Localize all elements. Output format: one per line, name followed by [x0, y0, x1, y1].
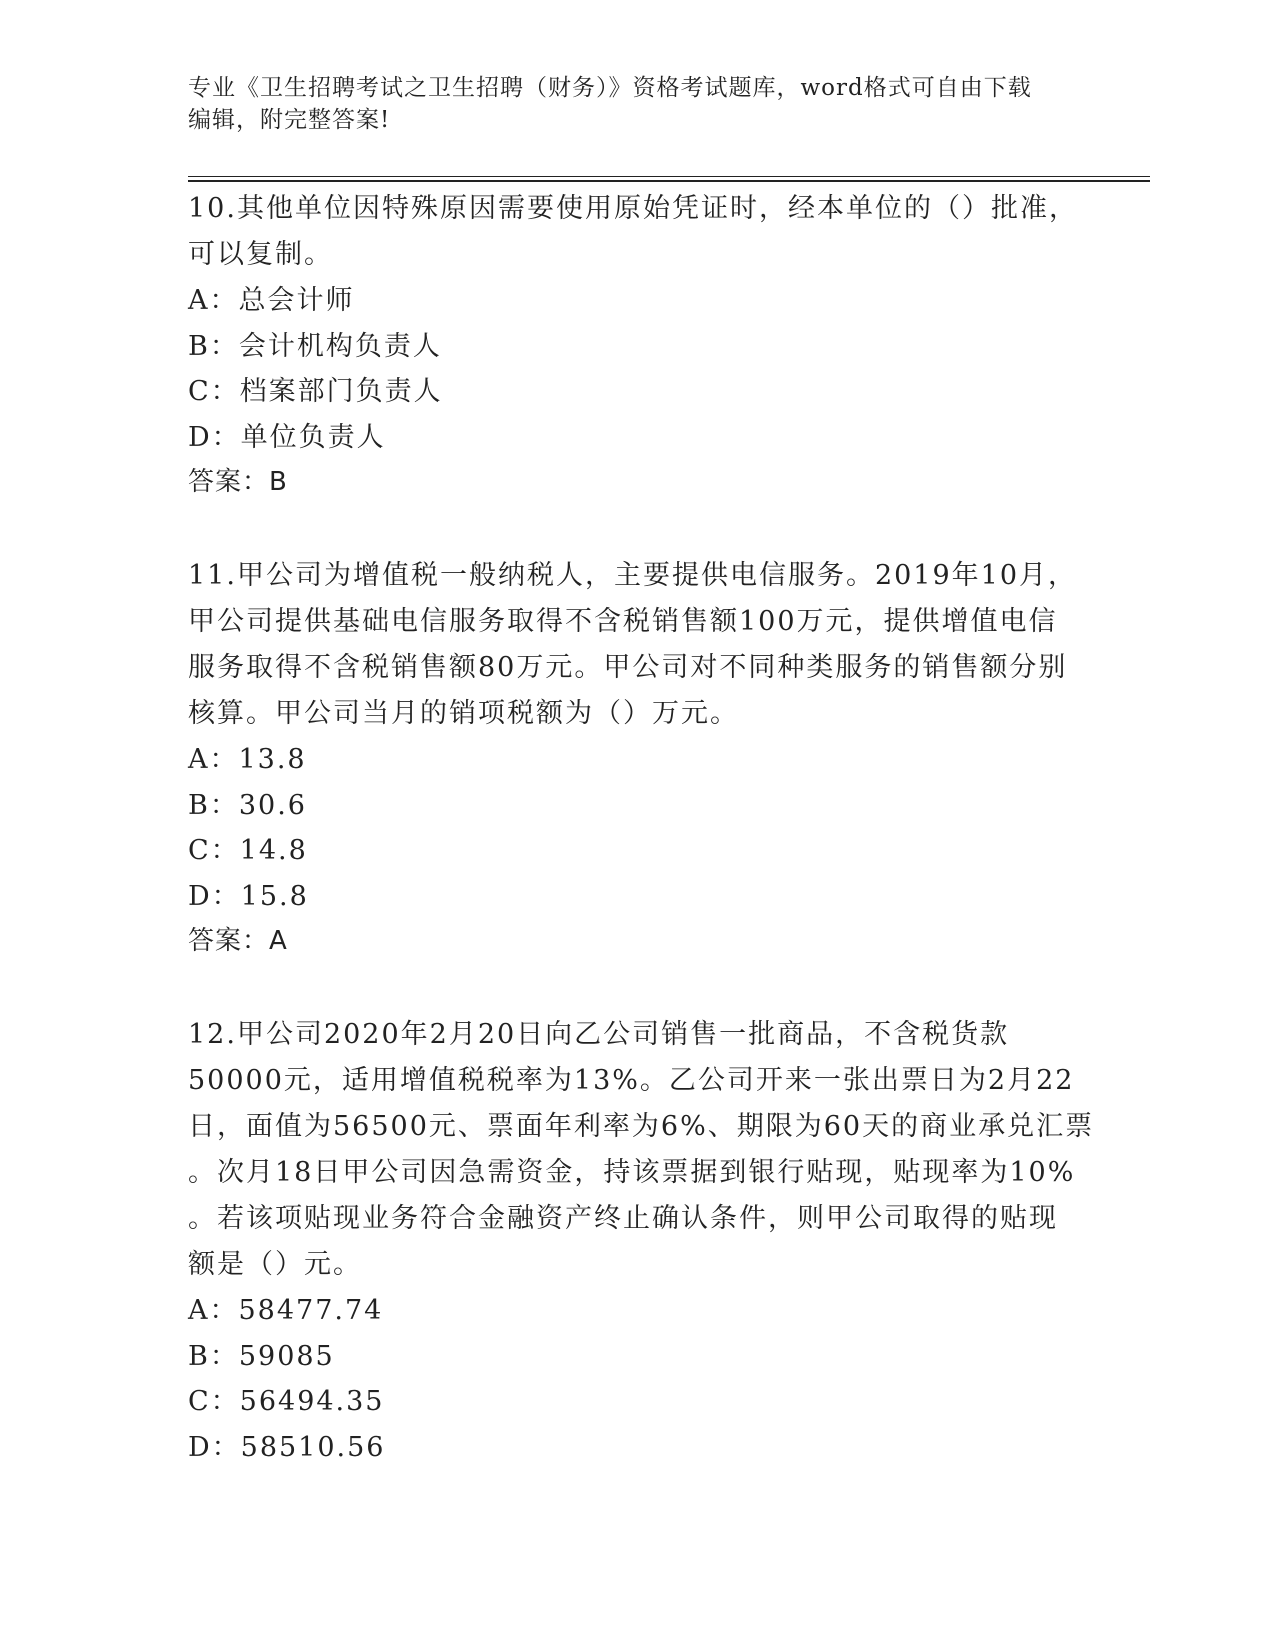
- question-11: [188, 553, 1088, 964]
- option-a: A：58477.74: [188, 1295, 384, 1326]
- answer-label: 答案：A: [188, 926, 288, 956]
- question-text: 。次月18日甲公司因急需资金，持该票据到银行贴现，贴现率为10%: [188, 1157, 1076, 1188]
- option-d: D：15.8: [188, 880, 309, 912]
- question-text: 。若该项贴现业务符合金融资产终止确认条件，则甲公司取得的贴现: [188, 1203, 1058, 1234]
- option-d: D：单位负责人: [188, 421, 386, 453]
- option-b: B：会计机构负责人: [188, 330, 442, 362]
- option-a: A：总会计师: [188, 285, 355, 316]
- question-text: 12.甲公司2020年2月20日向乙公司销售一批商品，不含税货款: [188, 1019, 1010, 1050]
- option-c: C：56494.35: [188, 1386, 385, 1417]
- option-d: D：58510.56: [188, 1431, 386, 1463]
- option-c: C：档案部门负责人: [188, 376, 443, 407]
- option-a: A：13.8: [188, 744, 307, 775]
- question-text: 甲公司提供基础电信服务取得不含税销售额100万元，提供增值电信: [188, 606, 1058, 637]
- question-text: 服务取得不含税销售额80万元。甲公司对不同种类服务的销售额分别: [188, 652, 1068, 683]
- question-text: 可以复制。: [188, 239, 333, 270]
- option-c: C：14.8: [188, 835, 308, 866]
- question-12: [188, 1012, 1095, 1470]
- question-text: 核算。甲公司当月的销项税额为（）万元。: [188, 698, 739, 729]
- header-divider-thick: [188, 180, 1150, 182]
- question-text: 日，面值为56500元、票面年利率为6%、期限为60天的商业承兑汇票: [188, 1111, 1095, 1142]
- option-b: B：59085: [188, 1340, 335, 1372]
- question-text: 50000元，适用增值税税率为13%。乙公司开来一张出票日为2月22: [188, 1065, 1075, 1096]
- question-text: 10.其他单位因特殊原因需要使用原始凭证时，经本单位的（）批准，: [188, 193, 1078, 224]
- answer-label: 答案：B: [188, 467, 288, 497]
- question-10: [188, 186, 1088, 505]
- header-line: 编辑，附完整答案!: [188, 107, 391, 133]
- question-text: 11.甲公司为增值税一般纳税人，主要提供电信服务。2019年10月，: [188, 560, 1078, 591]
- document-header: [188, 72, 1068, 136]
- question-list: [188, 186, 1095, 1518]
- question-text: 额是（）元。: [188, 1249, 362, 1280]
- header-divider-thin: [188, 176, 1150, 177]
- option-b: B：30.6: [188, 789, 307, 821]
- header-line: 专业《卫生招聘考试之卫生招聘（财务）》资格考试题库，word格式可自由下载: [188, 75, 1032, 101]
